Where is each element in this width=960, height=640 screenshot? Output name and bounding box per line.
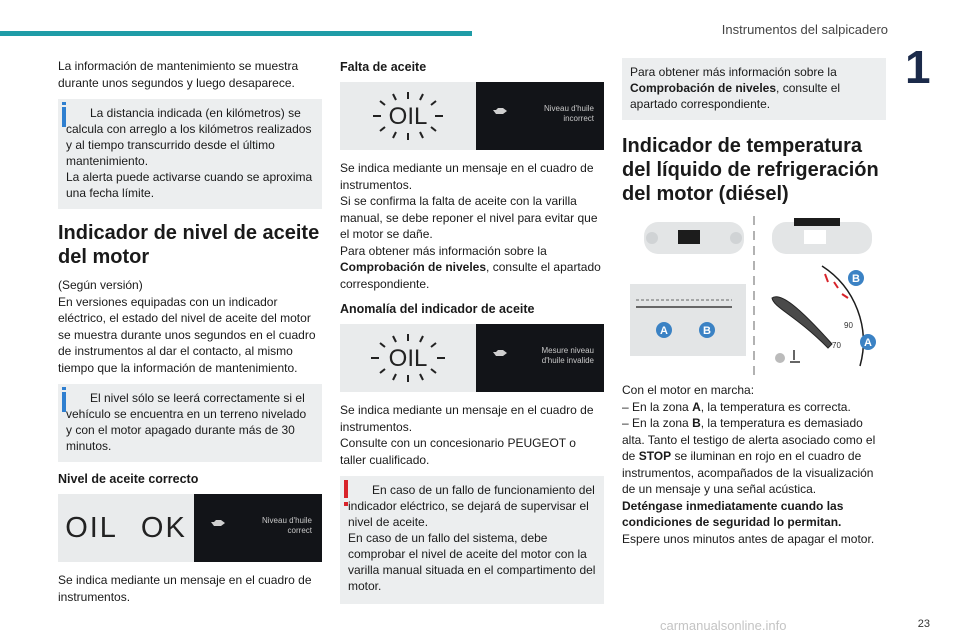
svg-text:70: 70 — [832, 341, 841, 350]
info-icon-bar — [62, 392, 66, 412]
cluster-message: Niveau d'huile correct — [261, 516, 312, 535]
paragraph: (Según versión) — [58, 278, 143, 292]
note-text: La alerta puede activarse cuando se aproxima una fecha límite. — [66, 170, 313, 200]
oil-ok-illustration — [58, 494, 322, 562]
paragraph: Espere unos minutos antes de apagar el motor. — [622, 531, 875, 546]
svg-text:90: 90 — [844, 321, 853, 330]
cluster-message: Mesure niveau d'huile invalide — [541, 346, 594, 365]
info-icon — [62, 387, 66, 390]
column-1 — [58, 58, 322, 609]
info-icon-bar — [62, 107, 66, 127]
coolant-temperature-figure — [622, 216, 886, 366]
subheading: Falta de aceite — [340, 60, 427, 74]
svg-text:OIL: OIL — [388, 103, 428, 130]
warning-icon-dot — [344, 502, 348, 506]
svg-text:A: A — [864, 337, 872, 349]
oil-low-display — [340, 82, 476, 150]
oil-warning-icon — [353, 86, 463, 146]
heading: Indicador de temperatura del líquido de refrigeración del motor (diésel) — [622, 135, 879, 205]
cluster-screen — [476, 324, 604, 392]
oil-low-illustration — [340, 82, 604, 150]
oil-can-icon — [492, 106, 508, 116]
header-accent-bar — [0, 31, 472, 36]
note-text: La distancia indicada (en kilómetros) se calcula con arreglo a los kilómetros realizados y al tiempo transcurrido desde el último mantenimiento. — [66, 106, 312, 168]
paragraph: Se indica mediante un mensaje en el cuadro de instrumentos. — [340, 403, 594, 434]
paragraph: Se indica mediante un mensaje en el cuadro de instrumentos. — [58, 573, 312, 604]
paragraph-bold: Deténgase inmediatamente cuando las condiciones de seguridad lo permitan. — [622, 498, 844, 529]
warning-note — [340, 476, 604, 604]
svg-text:B: B — [852, 273, 860, 285]
cluster-screen — [194, 494, 322, 562]
info-note — [58, 384, 322, 462]
watermark: carmanualsonline.info — [660, 618, 787, 633]
oil-can-icon — [210, 518, 226, 528]
subheading: Anomalía del indicador de aceite — [340, 302, 535, 316]
section-title: Instrumentos del salpicadero — [721, 22, 888, 37]
subheading: Nivel de aceite correcto — [58, 472, 199, 486]
oil-ok-text: OIL OK — [65, 511, 187, 544]
paragraph: Se indica mediante un mensaje en el cuadro de instrumentos. — [340, 161, 594, 192]
warning-icon — [344, 480, 348, 498]
svg-text:OIL: OIL — [388, 345, 428, 372]
page-number: 23 — [917, 618, 930, 630]
coolant-gauge-illustration — [622, 216, 886, 376]
coolant-icon — [790, 350, 800, 362]
oil-invalid-illustration — [340, 324, 604, 392]
svg-text:B: B — [703, 325, 711, 337]
paragraph: Si se confirma la falta de aceite con la varilla manual, se debe reponer el nivel para evitar que el motor se dañe. — [340, 194, 598, 241]
oil-can-icon — [492, 348, 508, 358]
info-note — [58, 99, 322, 209]
paragraph: La información de mantenimiento se muestra durante unos segundos y luego desaparece. — [58, 59, 299, 90]
gauge-needle — [772, 297, 832, 348]
list-item: – En la zona A, la temperatura es correcta. — [622, 399, 851, 414]
list-item: – En la zona B, la temperatura es demasiado alta. Tanto el testigo de alerta asociado como el de STOP se iluminan en rojo en el cuadro de instrumentos, acompañados de la visualización de un mensaje y una señal acústica. — [622, 416, 876, 496]
info-icon — [62, 102, 66, 105]
svg-text:A: A — [660, 325, 668, 337]
paragraph: Para obtener más información sobre la Comprobación de niveles, consulte el apartado correspondiente. — [340, 243, 601, 291]
note-text: En caso de un fallo de funcionamiento del indicador eléctrico, se dejará de supervisar el nivel de aceite. — [348, 483, 595, 529]
heading: Indicador de nivel de aceite del motor — [58, 222, 320, 268]
column-2 — [340, 58, 604, 614]
note-text: En caso de un fallo del sistema, debe comprobar el nivel de aceite del motor con la varilla manual situada en el compartimento del motor. — [348, 531, 596, 593]
cluster-message: Niveau d'huile incorrect — [543, 104, 594, 123]
oil-ok-display — [58, 494, 194, 562]
paragraph: Consulte con un concesionario PEUGEOT o taller cualificado. — [340, 436, 576, 467]
cluster-screen — [476, 82, 604, 150]
oil-invalid-display — [340, 324, 476, 392]
chapter-number: 1 — [905, 41, 931, 93]
info-box: Para obtener más información sobre la Comprobación de niveles, consulte el apartado correspondiente. — [622, 58, 886, 120]
column-3 — [622, 58, 886, 551]
paragraph: Con el motor en marcha: — [622, 383, 755, 397]
note-text: El nivel sólo se leerá correctamente si el vehículo se encuentra en un terreno nivelado y con el motor apagado durante más de 30 minutos. — [66, 391, 307, 453]
paragraph: En versiones equipadas con un indicador eléctrico, el estado del nivel de aceite del motor se muestra durante unos segundos en el cuadro de instrumentos al dar el contacto, al mismo tiempo que la información de mantenimiento. — [58, 294, 316, 375]
oil-warning-dashed-icon — [353, 328, 463, 388]
